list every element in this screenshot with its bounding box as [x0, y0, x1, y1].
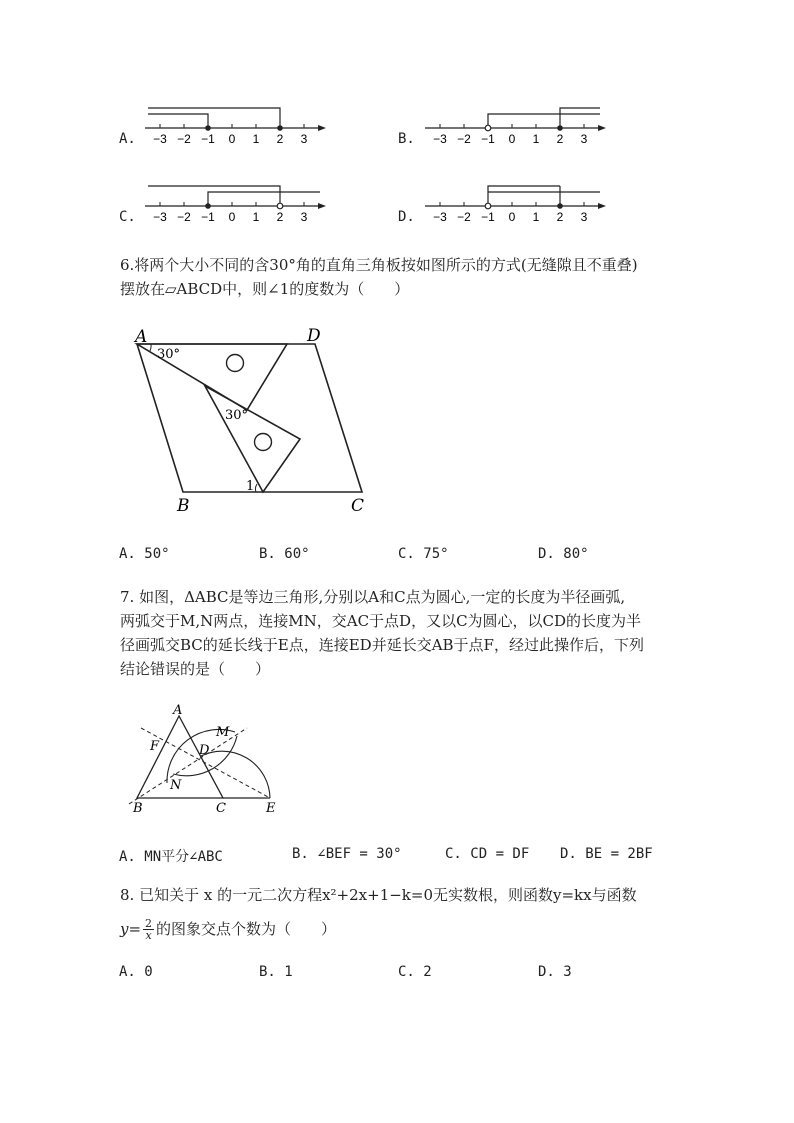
axis-tick-label: −2 [177, 210, 191, 224]
axis-tick-label: 2 [276, 210, 284, 224]
label-f: F [150, 739, 160, 754]
q6-stem-line-1: 6.将两个大小不同的含30°角的直角三角板按如图所示的方式(无缝隙且不重叠) [120, 256, 638, 274]
axis-tick-label: −1 [481, 210, 495, 224]
choice-a: A. MN平分∠ABC [119, 849, 223, 865]
axis-tick-label: 0 [508, 210, 516, 224]
label-d: D [307, 326, 321, 346]
number-line-a [140, 100, 340, 150]
option-label: C. [119, 209, 136, 225]
axis-tick-label: 1 [532, 210, 540, 224]
q7-stem-line-3: 径画弧交BC的延长线于E点，连接ED并延长交AB于点F，经过此操作后，下列 [120, 636, 644, 654]
q7-figure [115, 700, 295, 820]
label-m: M [216, 725, 230, 740]
q8-stem-tail: 的图象交点个数为（ ） [156, 920, 337, 938]
axis-tick-label: −2 [457, 210, 471, 224]
axis-tick-label: 1 [252, 132, 260, 146]
choice-c: C. 75° [398, 546, 449, 562]
axis-tick-label: −3 [433, 210, 447, 224]
label-a: A [135, 327, 148, 347]
q8-y-equals: y= [120, 920, 142, 938]
choice-c: C. CD = DF [445, 846, 530, 862]
axis-tick-label: 0 [228, 132, 236, 146]
number-line-c [140, 178, 340, 228]
q7-stem-line-1: 7. 如图，ΔABC是等边三角形,分别以A和C点为圆心,一定的长度为半径画弧, [120, 588, 626, 606]
axis-tick-label: −1 [201, 210, 215, 224]
axis-tick-label: 2 [556, 210, 564, 224]
axis-tick-label: −2 [177, 132, 191, 146]
axis-tick-label: 3 [300, 132, 308, 146]
choice-d: D. BE = 2BF [560, 846, 653, 862]
label-n: N [170, 778, 182, 793]
axis-tick-label: −2 [457, 132, 471, 146]
q7-stem-line-2: 两弧交于M,N两点，连接MN，交AC于点D，又以C为圆心，以CD的长度为半 [120, 612, 642, 630]
q8-stem-line-1: 8. 已知关于 x 的一元二次方程x²+2x+1−k=0无实数根，则函数y=kx与函数 [120, 886, 637, 904]
label-e: E [266, 801, 276, 816]
axis-tick-label: 3 [300, 210, 308, 224]
number-line-d [420, 178, 620, 228]
choice-a: A. 50° [119, 546, 170, 562]
choice-a: A. 0 [119, 964, 153, 980]
angle-30-middle: 30° [225, 408, 249, 423]
label-c: C [216, 801, 226, 816]
choice-d: D. 80° [538, 546, 589, 562]
axis-tick-label: −3 [153, 132, 167, 146]
axis-tick-label: −3 [153, 210, 167, 224]
angle-1-label: 1 [246, 479, 255, 494]
q8-fraction [143, 918, 154, 941]
option-label: D. [398, 209, 415, 225]
choice-b: B. ∠BEF = 30° [292, 846, 402, 862]
choice-c: C. 2 [398, 964, 432, 980]
axis-tick-label: 0 [508, 132, 516, 146]
axis-tick-label: 2 [556, 132, 564, 146]
axis-tick-label: 2 [276, 132, 284, 146]
q8-stem-line-2 [120, 916, 336, 942]
q7-stem-line-4: 结论错误的是（ ） [120, 660, 271, 678]
number-line-b [420, 100, 620, 150]
label-b: B [133, 801, 143, 816]
axis-tick-label: −1 [201, 132, 215, 146]
q6-figure [125, 322, 385, 522]
angle-30-top: 30° [157, 347, 181, 362]
axis-tick-label: −1 [481, 132, 495, 146]
axis-tick-label: 1 [532, 132, 540, 146]
choice-b: B. 60° [259, 546, 310, 562]
axis-tick-label: 0 [228, 210, 236, 224]
axis-tick-label: 3 [580, 210, 588, 224]
option-label: B. [398, 131, 415, 147]
fraction-numerator: 2 [145, 916, 153, 930]
choice-d: D. 3 [538, 964, 572, 980]
option-label: A. [119, 131, 136, 147]
choice-b: B. 1 [259, 964, 293, 980]
label-d: D [199, 743, 210, 758]
label-b: B [177, 496, 190, 516]
label-a: A [173, 703, 183, 718]
axis-tick-label: 1 [252, 210, 260, 224]
fraction-denominator: x [145, 928, 152, 942]
axis-tick-label: −3 [433, 132, 447, 146]
q6-stem-line-2: 摆放在▱ABCD中，则∠1的度数为（ ） [120, 280, 410, 298]
axis-tick-label: 3 [580, 132, 588, 146]
label-c: C [351, 496, 365, 516]
